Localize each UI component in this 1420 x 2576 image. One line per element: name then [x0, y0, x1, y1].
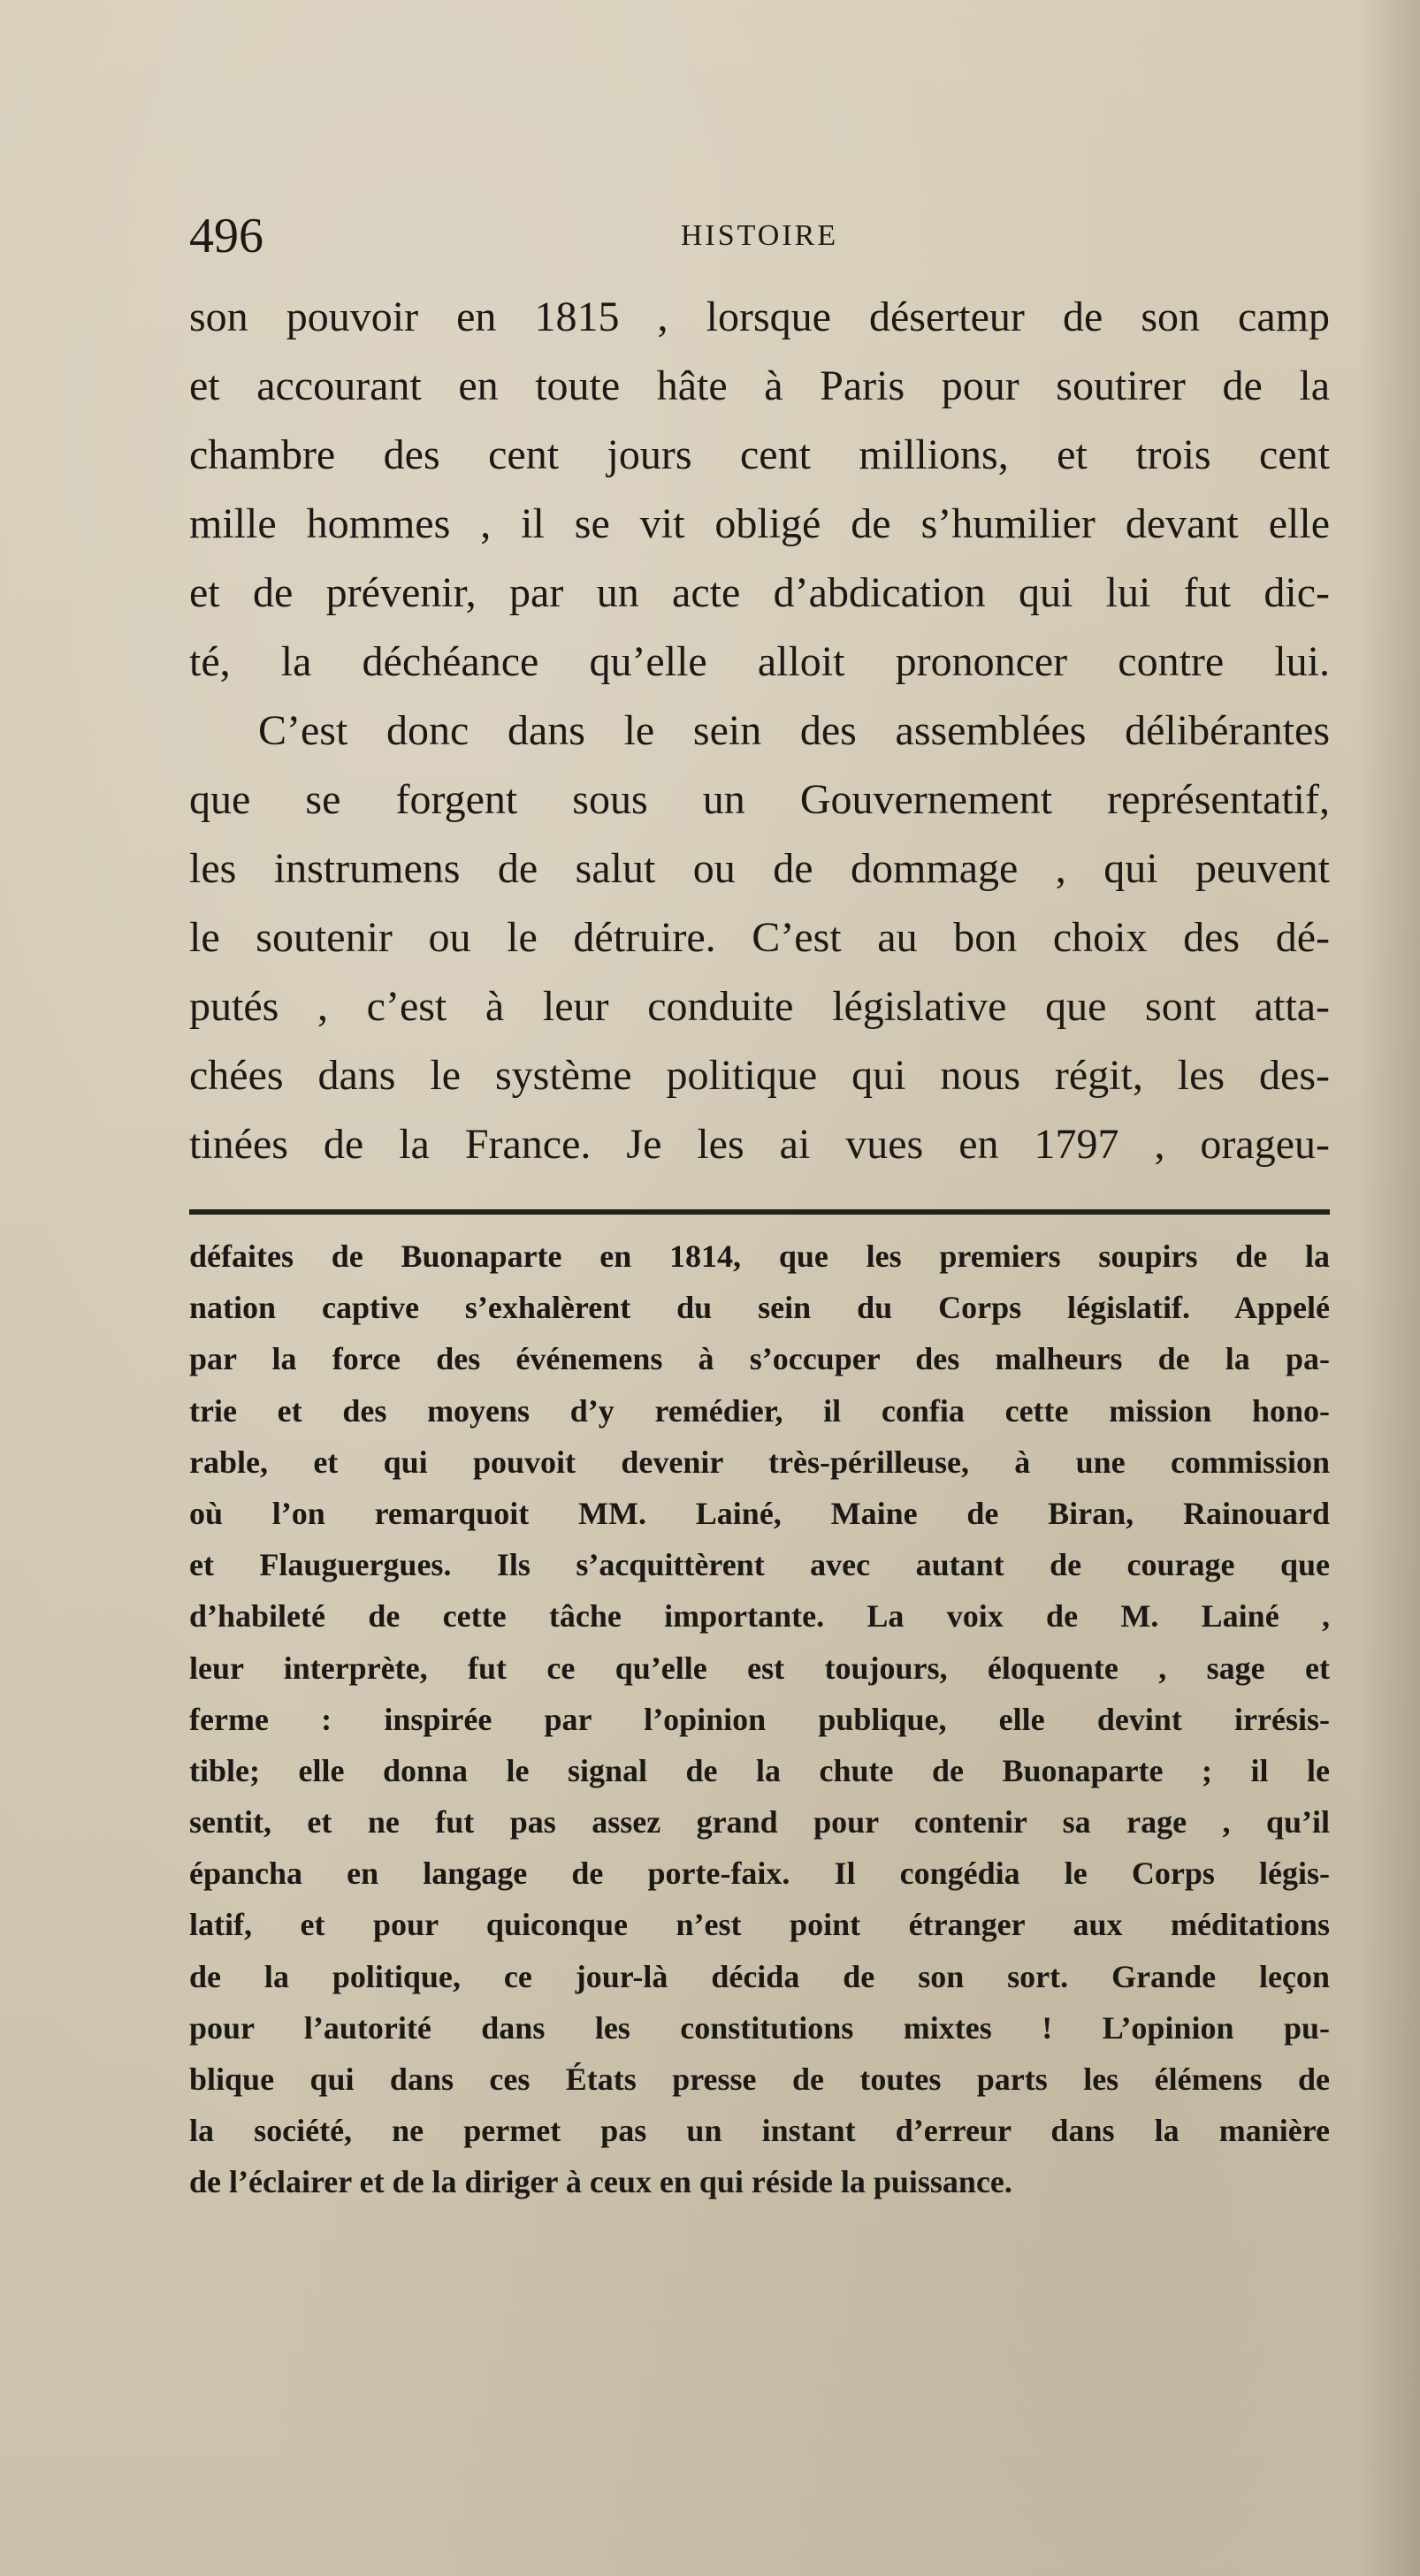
- footnote-line: de l’éclairer et de la diriger à ceux en qui réside la puissance.: [189, 2164, 1012, 2200]
- footnote-line: tible; elle donna le signal de la chute de Buonaparte ; il le: [189, 1752, 1330, 1788]
- footnote-divider: [189, 1209, 1330, 1215]
- footnote-line: et Flauguergues. Ils s’acquittèrent avec autant de courage que: [189, 1547, 1330, 1583]
- footnote-line: blique qui dans ces États presse de toutes parts les élémens de: [189, 2062, 1330, 2097]
- text-line: son pouvoir en 1815 , lorsque déserteur de son camp: [189, 293, 1330, 340]
- text-line: tinées de la France. Je les ai vues en 1797 , orageu-: [189, 1121, 1330, 1168]
- text-line: et de prévenir, par un acte d’abdication qui lui fut dic-: [189, 569, 1330, 616]
- page-edge-shadow: [1358, 0, 1420, 2576]
- footnote-line: leur interprète, fut ce qu’elle est toujours, éloquente , sage et: [189, 1650, 1330, 1686]
- text-line: mille hommes , il se vit obligé de s’humilier devant elle: [189, 500, 1330, 547]
- text-line: les instrumens de salut ou de dommage , qui peuvent: [189, 845, 1330, 892]
- footnote: [189, 1231, 1330, 2208]
- footnote-line: d’habileté de cette tâche importante. La voix de M. Lainé ,: [189, 1598, 1330, 1635]
- text-line: C’est donc dans le sein des assemblées délibérantes: [258, 707, 1330, 754]
- footnote-line: où l’on remarquoit MM. Lainé, Maine de Biran, Rainouard: [189, 1495, 1330, 1531]
- text-line: té, la déchéance qu’elle alloit prononcer contre lui.: [189, 638, 1330, 685]
- footnote-line: par la force des événemens à s’occuper des malheurs de la pa-: [189, 1341, 1330, 1377]
- text-line: putés , c’est à leur conduite législative que sont atta-: [189, 983, 1330, 1030]
- text-line: le soutenir ou le détruire. C’est au bon choix des dé-: [189, 914, 1330, 961]
- footnote-line: sentit, et ne fut pas assez grand pour contenir sa rage , qu’il: [189, 1804, 1330, 1841]
- footnote-line: de la politique, ce jour-là décida de son sort. Grande leçon: [189, 1958, 1330, 1994]
- text-line: chées dans le système politique qui nous régit, les des-: [189, 1052, 1330, 1099]
- text-line: que se forgent sous un Gouvernement représentatif,: [189, 776, 1330, 823]
- footnote-line: ferme : inspirée par l’opinion publique, elle devint irrésis-: [189, 1701, 1330, 1737]
- footnote-line: épancha en langage de porte-faix. Il congédia le Corps légis-: [189, 1856, 1330, 1892]
- page-number: 496: [189, 209, 263, 263]
- footnote-line: rable, et qui pouvoit devenir très-périlleuse, à une commission: [189, 1444, 1330, 1480]
- footnote-line: défaites de Buonaparte en 1814, que les premiers soupirs de la: [189, 1238, 1330, 1274]
- text-line: et accourant en toute hâte à Paris pour soutirer de la: [189, 362, 1330, 409]
- page-header: [189, 205, 1330, 267]
- footnote-line: la société, ne permet pas un instant d’erreur dans la manière: [189, 2113, 1330, 2149]
- text-line: chambre des cent jours cent millions, et trois cent: [189, 431, 1330, 478]
- footnote-line: nation captive s’exhalèrent du sein du Corps législatif. Appelé: [189, 1290, 1330, 1326]
- running-title: HISTOIRE: [680, 219, 839, 252]
- footnote-line: trie et des moyens d’y remédier, il confia cette mission hono-: [189, 1392, 1330, 1429]
- main-text: [189, 283, 1330, 1179]
- footnote-line: latif, et pour quiconque n’est point étranger aux méditations: [189, 1907, 1330, 1943]
- footnote-line: pour l’autorité dans les constitutions mixtes ! L’opinion pu-: [189, 2009, 1330, 2046]
